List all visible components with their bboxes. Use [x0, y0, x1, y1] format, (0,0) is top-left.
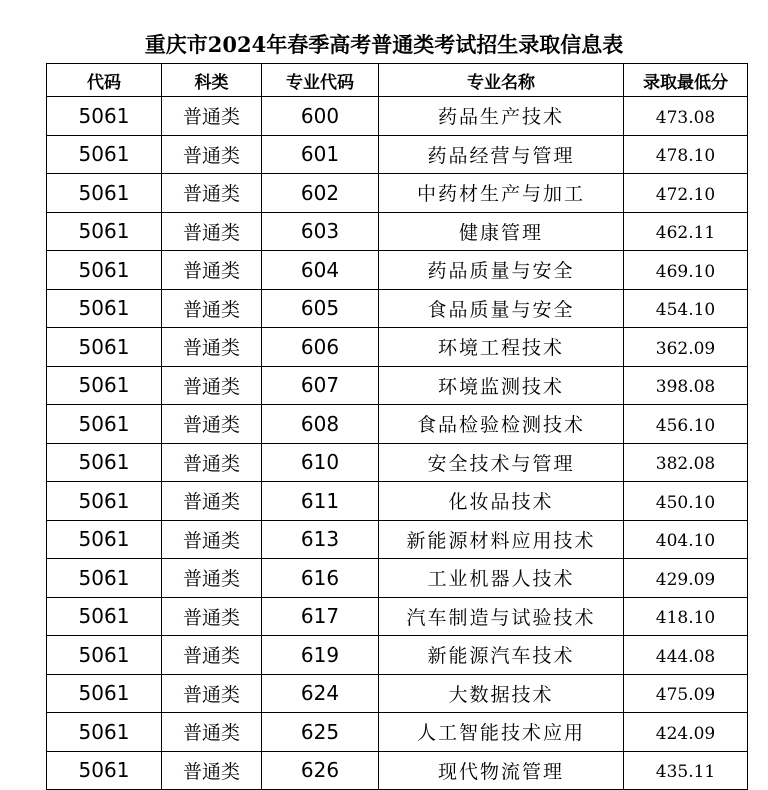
cell-min-score: 429.09 — [624, 559, 748, 598]
cell-code: 5061 — [47, 443, 162, 482]
column-header-major-code: 专业代码 — [262, 64, 379, 97]
cell-category: 普通类 — [162, 713, 262, 752]
table-row — [47, 328, 748, 367]
cell-category: 普通类 — [162, 636, 262, 675]
table-row — [47, 520, 748, 559]
cell-major-code: 600 — [262, 97, 379, 136]
cell-major-name: 汽车制造与试验技术 — [379, 597, 624, 636]
cell-major-name: 药品生产技术 — [379, 97, 624, 136]
cell-major-code: 604 — [262, 251, 379, 290]
cell-code: 5061 — [47, 289, 162, 328]
cell-major-name: 食品检验检测技术 — [379, 405, 624, 444]
cell-category: 普通类 — [162, 751, 262, 790]
cell-major-name: 化妆品技术 — [379, 482, 624, 521]
table-row — [47, 443, 748, 482]
cell-code: 5061 — [47, 174, 162, 213]
cell-code: 5061 — [47, 251, 162, 290]
table-row — [47, 482, 748, 521]
cell-code: 5061 — [47, 135, 162, 174]
cell-major-code: 617 — [262, 597, 379, 636]
cell-major-name: 新能源材料应用技术 — [379, 520, 624, 559]
cell-code: 5061 — [47, 405, 162, 444]
table-row — [47, 135, 748, 174]
cell-major-name: 药品经营与管理 — [379, 135, 624, 174]
cell-major-code: 624 — [262, 674, 379, 713]
table-row — [47, 251, 748, 290]
cell-major-name: 健康管理 — [379, 212, 624, 251]
cell-code: 5061 — [47, 636, 162, 675]
cell-category: 普通类 — [162, 597, 262, 636]
column-header-code: 代码 — [47, 64, 162, 97]
cell-category: 普通类 — [162, 289, 262, 328]
table-row — [47, 674, 748, 713]
table-row — [47, 366, 748, 405]
cell-category: 普通类 — [162, 559, 262, 598]
cell-category: 普通类 — [162, 212, 262, 251]
cell-major-code: 607 — [262, 366, 379, 405]
cell-major-name: 药品质量与安全 — [379, 251, 624, 290]
table-row — [47, 597, 748, 636]
cell-major-name: 食品质量与安全 — [379, 289, 624, 328]
cell-category: 普通类 — [162, 674, 262, 713]
cell-min-score: 444.08 — [624, 636, 748, 675]
cell-code: 5061 — [47, 597, 162, 636]
column-header-major-name: 专业名称 — [379, 64, 624, 97]
cell-major-code: 611 — [262, 482, 379, 521]
cell-major-name: 大数据技术 — [379, 674, 624, 713]
cell-min-score: 462.11 — [624, 212, 748, 251]
table-row — [47, 559, 748, 598]
cell-min-score: 456.10 — [624, 405, 748, 444]
cell-min-score: 472.10 — [624, 174, 748, 213]
cell-min-score: 473.08 — [624, 97, 748, 136]
table-row — [47, 636, 748, 675]
cell-category: 普通类 — [162, 520, 262, 559]
cell-min-score: 404.10 — [624, 520, 748, 559]
cell-code: 5061 — [47, 366, 162, 405]
cell-major-code: 605 — [262, 289, 379, 328]
cell-code: 5061 — [47, 713, 162, 752]
cell-major-code: 602 — [262, 174, 379, 213]
cell-min-score: 454.10 — [624, 289, 748, 328]
cell-min-score: 475.09 — [624, 674, 748, 713]
cell-major-code: 603 — [262, 212, 379, 251]
cell-code: 5061 — [47, 328, 162, 367]
cell-major-code: 608 — [262, 405, 379, 444]
page-title: 重庆市2024年春季高考普通类考试招生录取信息表 — [144, 32, 624, 57]
cell-major-name: 人工智能技术应用 — [379, 713, 624, 752]
cell-category: 普通类 — [162, 482, 262, 521]
cell-min-score: 424.09 — [624, 713, 748, 752]
column-header-category: 科类 — [162, 64, 262, 97]
table-row — [47, 97, 748, 136]
table-row — [47, 713, 748, 752]
cell-major-name: 现代物流管理 — [379, 751, 624, 790]
admission-table — [46, 63, 748, 790]
cell-major-code: 616 — [262, 559, 379, 598]
cell-min-score: 478.10 — [624, 135, 748, 174]
cell-category: 普通类 — [162, 405, 262, 444]
cell-category: 普通类 — [162, 443, 262, 482]
cell-major-code: 610 — [262, 443, 379, 482]
cell-major-code: 626 — [262, 751, 379, 790]
cell-min-score: 362.09 — [624, 328, 748, 367]
cell-min-score: 418.10 — [624, 597, 748, 636]
cell-major-name: 环境监测技术 — [379, 366, 624, 405]
cell-min-score: 398.08 — [624, 366, 748, 405]
cell-major-code: 625 — [262, 713, 379, 752]
table-header-row — [47, 64, 748, 97]
cell-code: 5061 — [47, 520, 162, 559]
cell-major-name: 安全技术与管理 — [379, 443, 624, 482]
cell-major-name: 新能源汽车技术 — [379, 636, 624, 675]
cell-category: 普通类 — [162, 97, 262, 136]
cell-category: 普通类 — [162, 366, 262, 405]
cell-code: 5061 — [47, 482, 162, 521]
cell-code: 5061 — [47, 674, 162, 713]
cell-category: 普通类 — [162, 174, 262, 213]
table-row — [47, 212, 748, 251]
cell-category: 普通类 — [162, 251, 262, 290]
cell-code: 5061 — [47, 97, 162, 136]
cell-min-score: 382.08 — [624, 443, 748, 482]
cell-major-code: 613 — [262, 520, 379, 559]
cell-major-code: 606 — [262, 328, 379, 367]
table-row — [47, 405, 748, 444]
cell-category: 普通类 — [162, 328, 262, 367]
table-row — [47, 289, 748, 328]
cell-min-score: 469.10 — [624, 251, 748, 290]
cell-category: 普通类 — [162, 135, 262, 174]
cell-major-name: 环境工程技术 — [379, 328, 624, 367]
table-body — [47, 97, 748, 790]
table-row — [47, 751, 748, 790]
cell-min-score: 450.10 — [624, 482, 748, 521]
cell-major-code: 619 — [262, 636, 379, 675]
cell-min-score: 435.11 — [624, 751, 748, 790]
column-header-min-score: 录取最低分 — [624, 64, 748, 97]
cell-code: 5061 — [47, 751, 162, 790]
cell-major-name: 中药材生产与加工 — [379, 174, 624, 213]
cell-code: 5061 — [47, 212, 162, 251]
cell-major-name: 工业机器人技术 — [379, 559, 624, 598]
cell-code: 5061 — [47, 559, 162, 598]
table-row — [47, 174, 748, 213]
cell-major-code: 601 — [262, 135, 379, 174]
